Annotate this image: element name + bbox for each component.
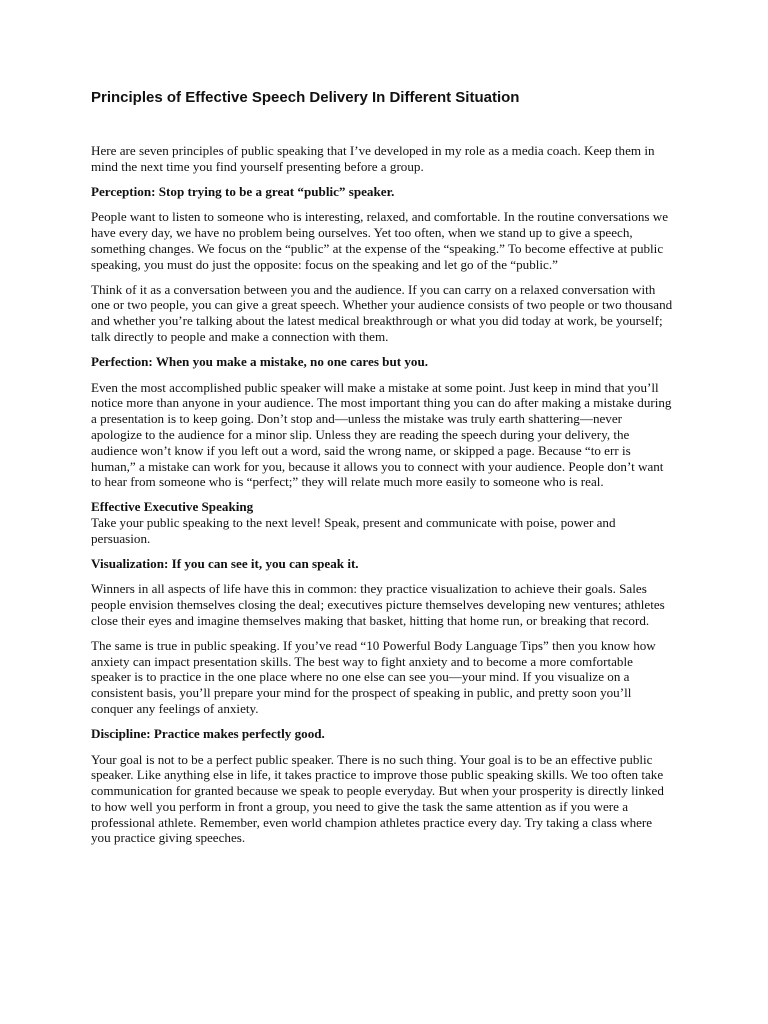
document-title: Principles of Effective Speech Delivery In Different Situation	[91, 89, 520, 106]
section-heading: Effective Executive Speaking	[91, 499, 254, 515]
intro-paragraph: Here are seven principles of public speaking that I’ve developed in my role as a media coach. Keep them in mind the next time you find yourself presenting before a group.	[91, 143, 655, 174]
section-paragraph: Your goal is not to be a perfect public speaker. There is no such thing. Your goal is to be an effective public speaker. Like anything else in life, it takes practice to improve those public speaking skills. We too often take communication for granted because we speak to people everyday. But when your prosperity is directly linked to how well you perform in front a group, you need to give the task the same attention as if you were a professional athlete. Remember, even world champion athletes practice every day. Try taking a class where you practice giving speeches.	[91, 751, 664, 846]
section-heading: Perfection: When you make a mistake, no one cares but you.	[91, 353, 429, 369]
section-effective-executive-speaking	[91, 499, 673, 546]
section-heading: Visualization: If you can see it, you can speak it.	[91, 555, 359, 571]
section-paragraph: People want to listen to someone who is interesting, relaxed, and comfortable. In the routine conversations we have every day, we have no problem being ourselves. Yet too often, when we stand up to give a speech, something changes. We focus on the “public” at the expense of the “speaking.” To become effective at public speaking, you must do just the opposite: focus on the speaking and let go of the “public.”	[91, 209, 669, 272]
section-heading: Perception: Stop trying to be a great “public” speaker.	[91, 183, 395, 199]
section-visualization	[91, 556, 673, 717]
section-perfection	[91, 354, 673, 490]
document-body	[91, 88, 673, 855]
section-paragraph: Think of it as a conversation between you and the audience. If you can carry on a relaxed conversation with one or two people, you can give a great speech. Whether your audience consists of two people or two thousand and whether you’re talking about the latest medical breakthrough or what you did today at work, be yourself; talk directly to people and make a connection with them.	[91, 281, 673, 344]
section-paragraph: Winners in all aspects of life have this in common: they practice visualization to achieve their goals. Sales people envision themselves closing the deal; executives picture themselves developing new ventures; athletes close their eyes and imagine themselves making that basket, hitting that home run, or breaking that record.	[91, 581, 665, 628]
section-heading: Discipline: Practice makes perfectly good.	[91, 725, 325, 741]
section-perception	[91, 184, 673, 345]
section-discipline	[91, 726, 673, 847]
section-paragraph: The same is true in public speaking. If you’ve read “10 Powerful Body Language Tips” then you know how anxiety can impact presentation skills. The best way to fight anxiety and to become a more comfortable speaker is to practice in the one place where no one else can see you—your mind. If you visualize on a consistent basis, you’ll prepare your mind for the prospect of speaking in public, and pretty soon you’ll conquer any feelings of anxiety.	[91, 637, 656, 716]
section-paragraph: Even the most accomplished public speaker will make a mistake at some point. Just keep in mind that you’ll notice more than anyone in your audience. The most important thing you can do after making a mistake during a presentation is to keep going. Don’t stop and—unless the mistake was truly earth shattering—never apologize to the audience for a minor slip. Unless they are reading the speech during your delivery, the audience won’t know if you left out a word, said the wrong name, or skipped a page. Because “to err is human,” a mistake can work for you, because it allows you to connect with your audience. People don’t want to hear from someone who is “perfect;” they will relate much more easily to someone who is real.	[91, 379, 672, 490]
section-paragraph: Take your public speaking to the next level! Speak, present and communicate with poise, power and persuasion.	[91, 514, 616, 546]
